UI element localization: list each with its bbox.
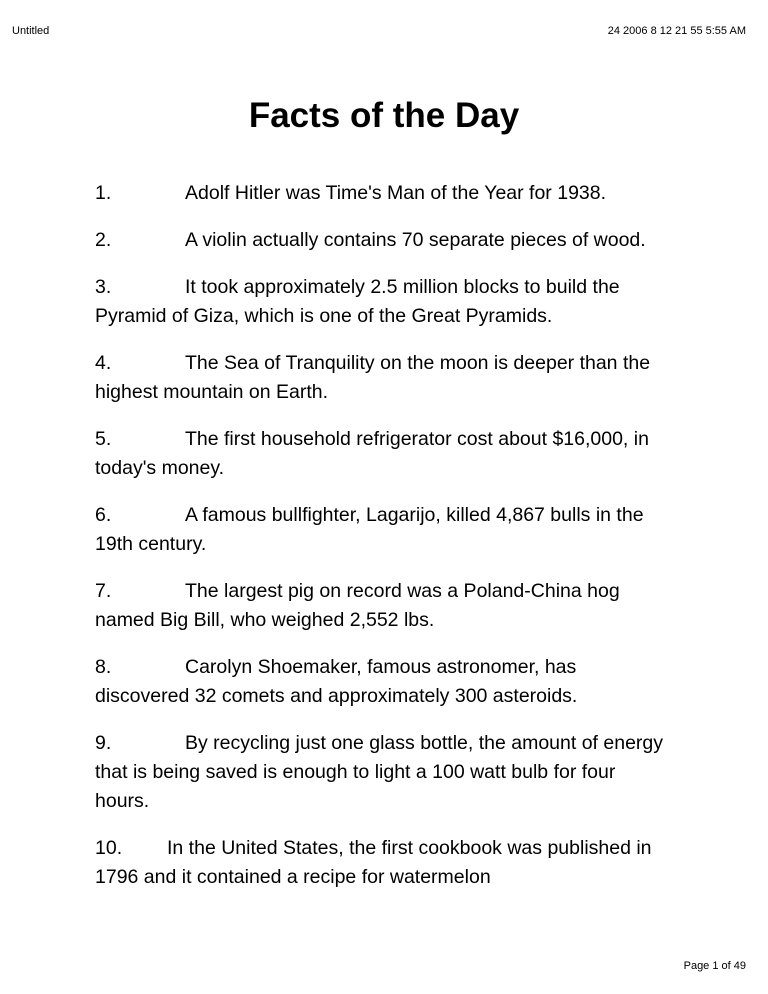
fact-text: A famous bullfighter, Lagarijo, killed 4,867 bulls in the 19th century. [95,504,649,555]
fact-text: Adolf Hitler was Time's Man of the Year for 1938. [185,182,607,204]
page-title: Facts of the Day [248,96,520,135]
fact-item [95,226,673,255]
fact-text: In the United States, the first cookbook was published in 1796 and it contained a recipe for watermelon [95,837,657,888]
fact-number: 6. [95,504,112,526]
fact-number: 10. [95,837,123,859]
document-name: Untitled [12,25,50,37]
fact-number: 8. [95,656,112,678]
fact-item [95,834,673,892]
fact-item [95,273,673,331]
fact-item [95,577,673,635]
fact-number: 9. [95,732,112,754]
fact-number: 5. [95,428,112,450]
fact-text: By recycling just one glass bottle, the amount of energy that is being saved is enough to light a 100 watt bulb for four hours. [95,732,669,812]
fact-number: 3. [95,276,112,298]
fact-item [95,501,673,559]
page-number: Page 1 of 49 [683,960,746,972]
fact-item [95,349,673,407]
fact-number: 1. [95,182,112,204]
fact-text: It took approximately 2.5 million blocks to build the Pyramid of Giza, which is one of the Great Pyramids. [95,276,626,327]
fact-item [95,179,673,208]
fact-number: 2. [95,229,112,251]
fact-item [95,729,673,816]
facts-list [95,179,673,907]
fact-text: A violin actually contains 70 separate pieces of wood. [185,229,646,251]
fact-item [95,653,673,711]
fact-number: 4. [95,352,112,374]
fact-text: The largest pig on record was a Poland-China hog named Big Bill, who weighed 2,552 lbs. [95,580,626,631]
fact-text: The first household refrigerator cost about $16,000, in today's money. [95,428,655,479]
fact-text: The Sea of Tranquility on the moon is deeper than the highest mountain on Earth. [95,352,656,403]
fact-text: Carolyn Shoemaker, famous astronomer, has discovered 32 comets and approximately 300 asteroids. [95,656,582,707]
print-timestamp: 24 2006 8 12 21 55 5:55 AM [607,25,746,37]
fact-item [95,425,673,483]
fact-number: 7. [95,580,112,602]
